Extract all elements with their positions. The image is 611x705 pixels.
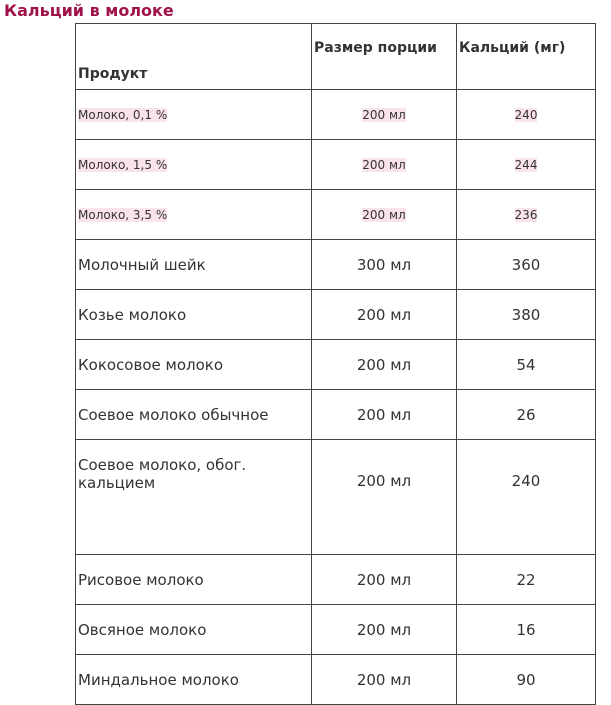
calcium-cell	[457, 190, 596, 240]
portion-cell: 200 мл	[312, 340, 457, 390]
product-cell: Рисовое молоко	[76, 555, 312, 605]
calcium-cell: 380	[457, 290, 596, 340]
calcium-cell: 240	[457, 440, 596, 555]
product-cell: Соевое молоко обычное	[76, 390, 312, 440]
calcium-cell: 16	[457, 605, 596, 655]
product-cell: Соевое молоко, обог. кальцием	[76, 440, 312, 555]
table-row	[76, 290, 596, 340]
table-row	[76, 655, 596, 705]
column-header-portion: Размер порции	[312, 24, 457, 90]
table-row	[76, 340, 596, 390]
calcium-cell: 90	[457, 655, 596, 705]
portion-value: 200 мл	[362, 207, 406, 222]
column-header-product: Продукт	[76, 24, 312, 90]
product-cell: Молочный шейк	[76, 240, 312, 290]
portion-cell: 200 мл	[312, 605, 457, 655]
column-header-calcium: Кальций (мг)	[457, 24, 596, 90]
product-cell	[76, 190, 312, 240]
calcium-value: 240	[514, 107, 538, 122]
product-cell: Кокосовое молоко	[76, 340, 312, 390]
calcium-cell	[457, 90, 596, 140]
table-row	[76, 90, 596, 140]
product-name: Молоко, 1,5 %	[78, 157, 168, 172]
table-row	[76, 190, 596, 240]
product-cell: Овсяное молоко	[76, 605, 312, 655]
table-row	[76, 140, 596, 190]
table-row	[76, 390, 596, 440]
table-row	[76, 240, 596, 290]
portion-cell: 200 мл	[312, 555, 457, 605]
calcium-cell: 360	[457, 240, 596, 290]
portion-cell	[312, 90, 457, 140]
product-cell: Миндальное молоко	[76, 655, 312, 705]
calcium-value: 236	[514, 207, 538, 222]
portion-cell: 200 мл	[312, 290, 457, 340]
portion-cell	[312, 140, 457, 190]
calcium-cell: 26	[457, 390, 596, 440]
portion-value: 200 мл	[362, 157, 406, 172]
calcium-cell	[457, 140, 596, 190]
table-header-row	[76, 24, 596, 90]
calcium-value: 244	[514, 157, 538, 172]
portion-value: 200 мл	[362, 107, 406, 122]
page-title: Кальций в молоке	[4, 1, 174, 20]
product-cell	[76, 140, 312, 190]
calcium-cell: 54	[457, 340, 596, 390]
table-row	[76, 555, 596, 605]
calcium-table	[75, 23, 596, 705]
table-row	[76, 440, 596, 555]
portion-cell	[312, 190, 457, 240]
product-cell	[76, 90, 312, 140]
portion-cell: 200 мл	[312, 655, 457, 705]
product-name: Молоко, 0,1 %	[78, 107, 168, 122]
product-name: Молоко, 3,5 %	[78, 207, 168, 222]
portion-cell: 300 мл	[312, 240, 457, 290]
portion-cell: 200 мл	[312, 390, 457, 440]
portion-cell: 200 мл	[312, 440, 457, 555]
calcium-cell: 22	[457, 555, 596, 605]
product-cell: Козье молоко	[76, 290, 312, 340]
table-row	[76, 605, 596, 655]
